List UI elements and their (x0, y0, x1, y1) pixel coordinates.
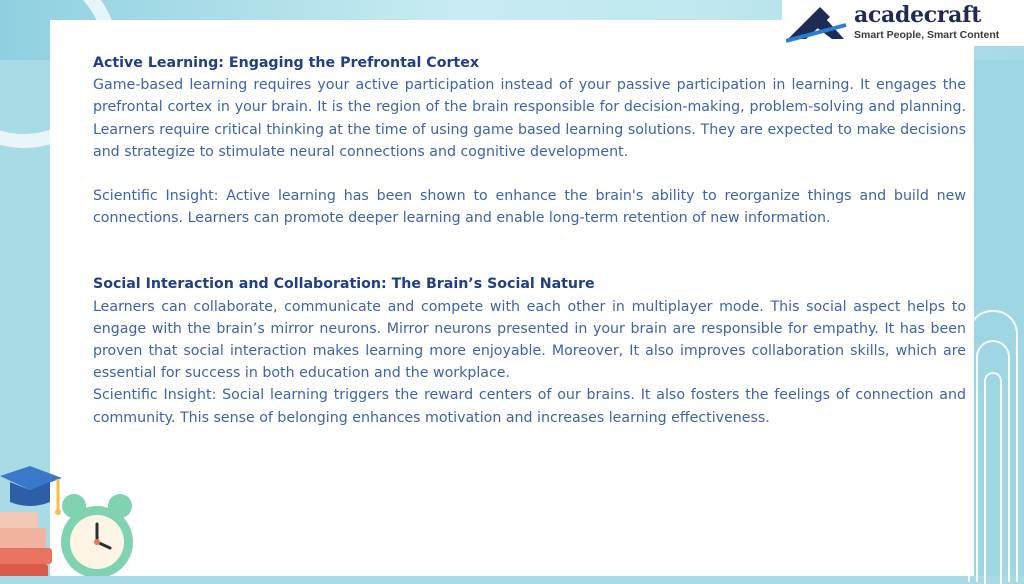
section1-body: Game-based learning requires your active participation instead of your passive participation in learning. It engages the prefrontal cortex in your brain. It is the region of the brain responsible for decision-making, problem-solving and planning. Learners require critical thinking at the time of using game based learning solutions. They are expected to make decisions and strategize to stimulate neural connections and cognitive development. (93, 77, 966, 160)
section2-heading: Social Interaction and Collaboration: The Brain’s Social Nature (93, 276, 595, 293)
section2-body: Learners can collaborate, communicate and compete with each other in multiplayer mode. This social aspect helps to engage with the brain’s mirror neurons. Mirror neurons presented in your brain are responsible for empathy. It has been proven that social interaction makes learning more enjoyable. Moreover, It also improves collaboration skills, which are essential for success in both education and the workplace. (93, 298, 966, 382)
logo-name: acadecraft (854, 2, 982, 28)
section1-heading: Active Learning: Engaging the Prefrontal Cortex (93, 55, 479, 71)
decorative-arch (984, 372, 1002, 584)
section2-insight: Scientific Insight: Social learning triggers the reward centers of our brains. It also fosters the feelings of connection and community. This sense of belonging enhances motivation and increases learning effectiveness. (93, 387, 966, 426)
section1-insight: Scientific Insight: Active learning has been shown to enhance the brain's ability to reorganize things and build new connections. Learners can promote deeper learning and enable long-term retention of new information. (93, 188, 966, 227)
alarm-clock-icon (54, 492, 142, 576)
logo-mark-icon (786, 3, 848, 43)
acadecraft-logo (782, 0, 1024, 46)
article-content (93, 52, 966, 429)
logo-tagline: Smart People, Smart Content (854, 29, 1000, 41)
